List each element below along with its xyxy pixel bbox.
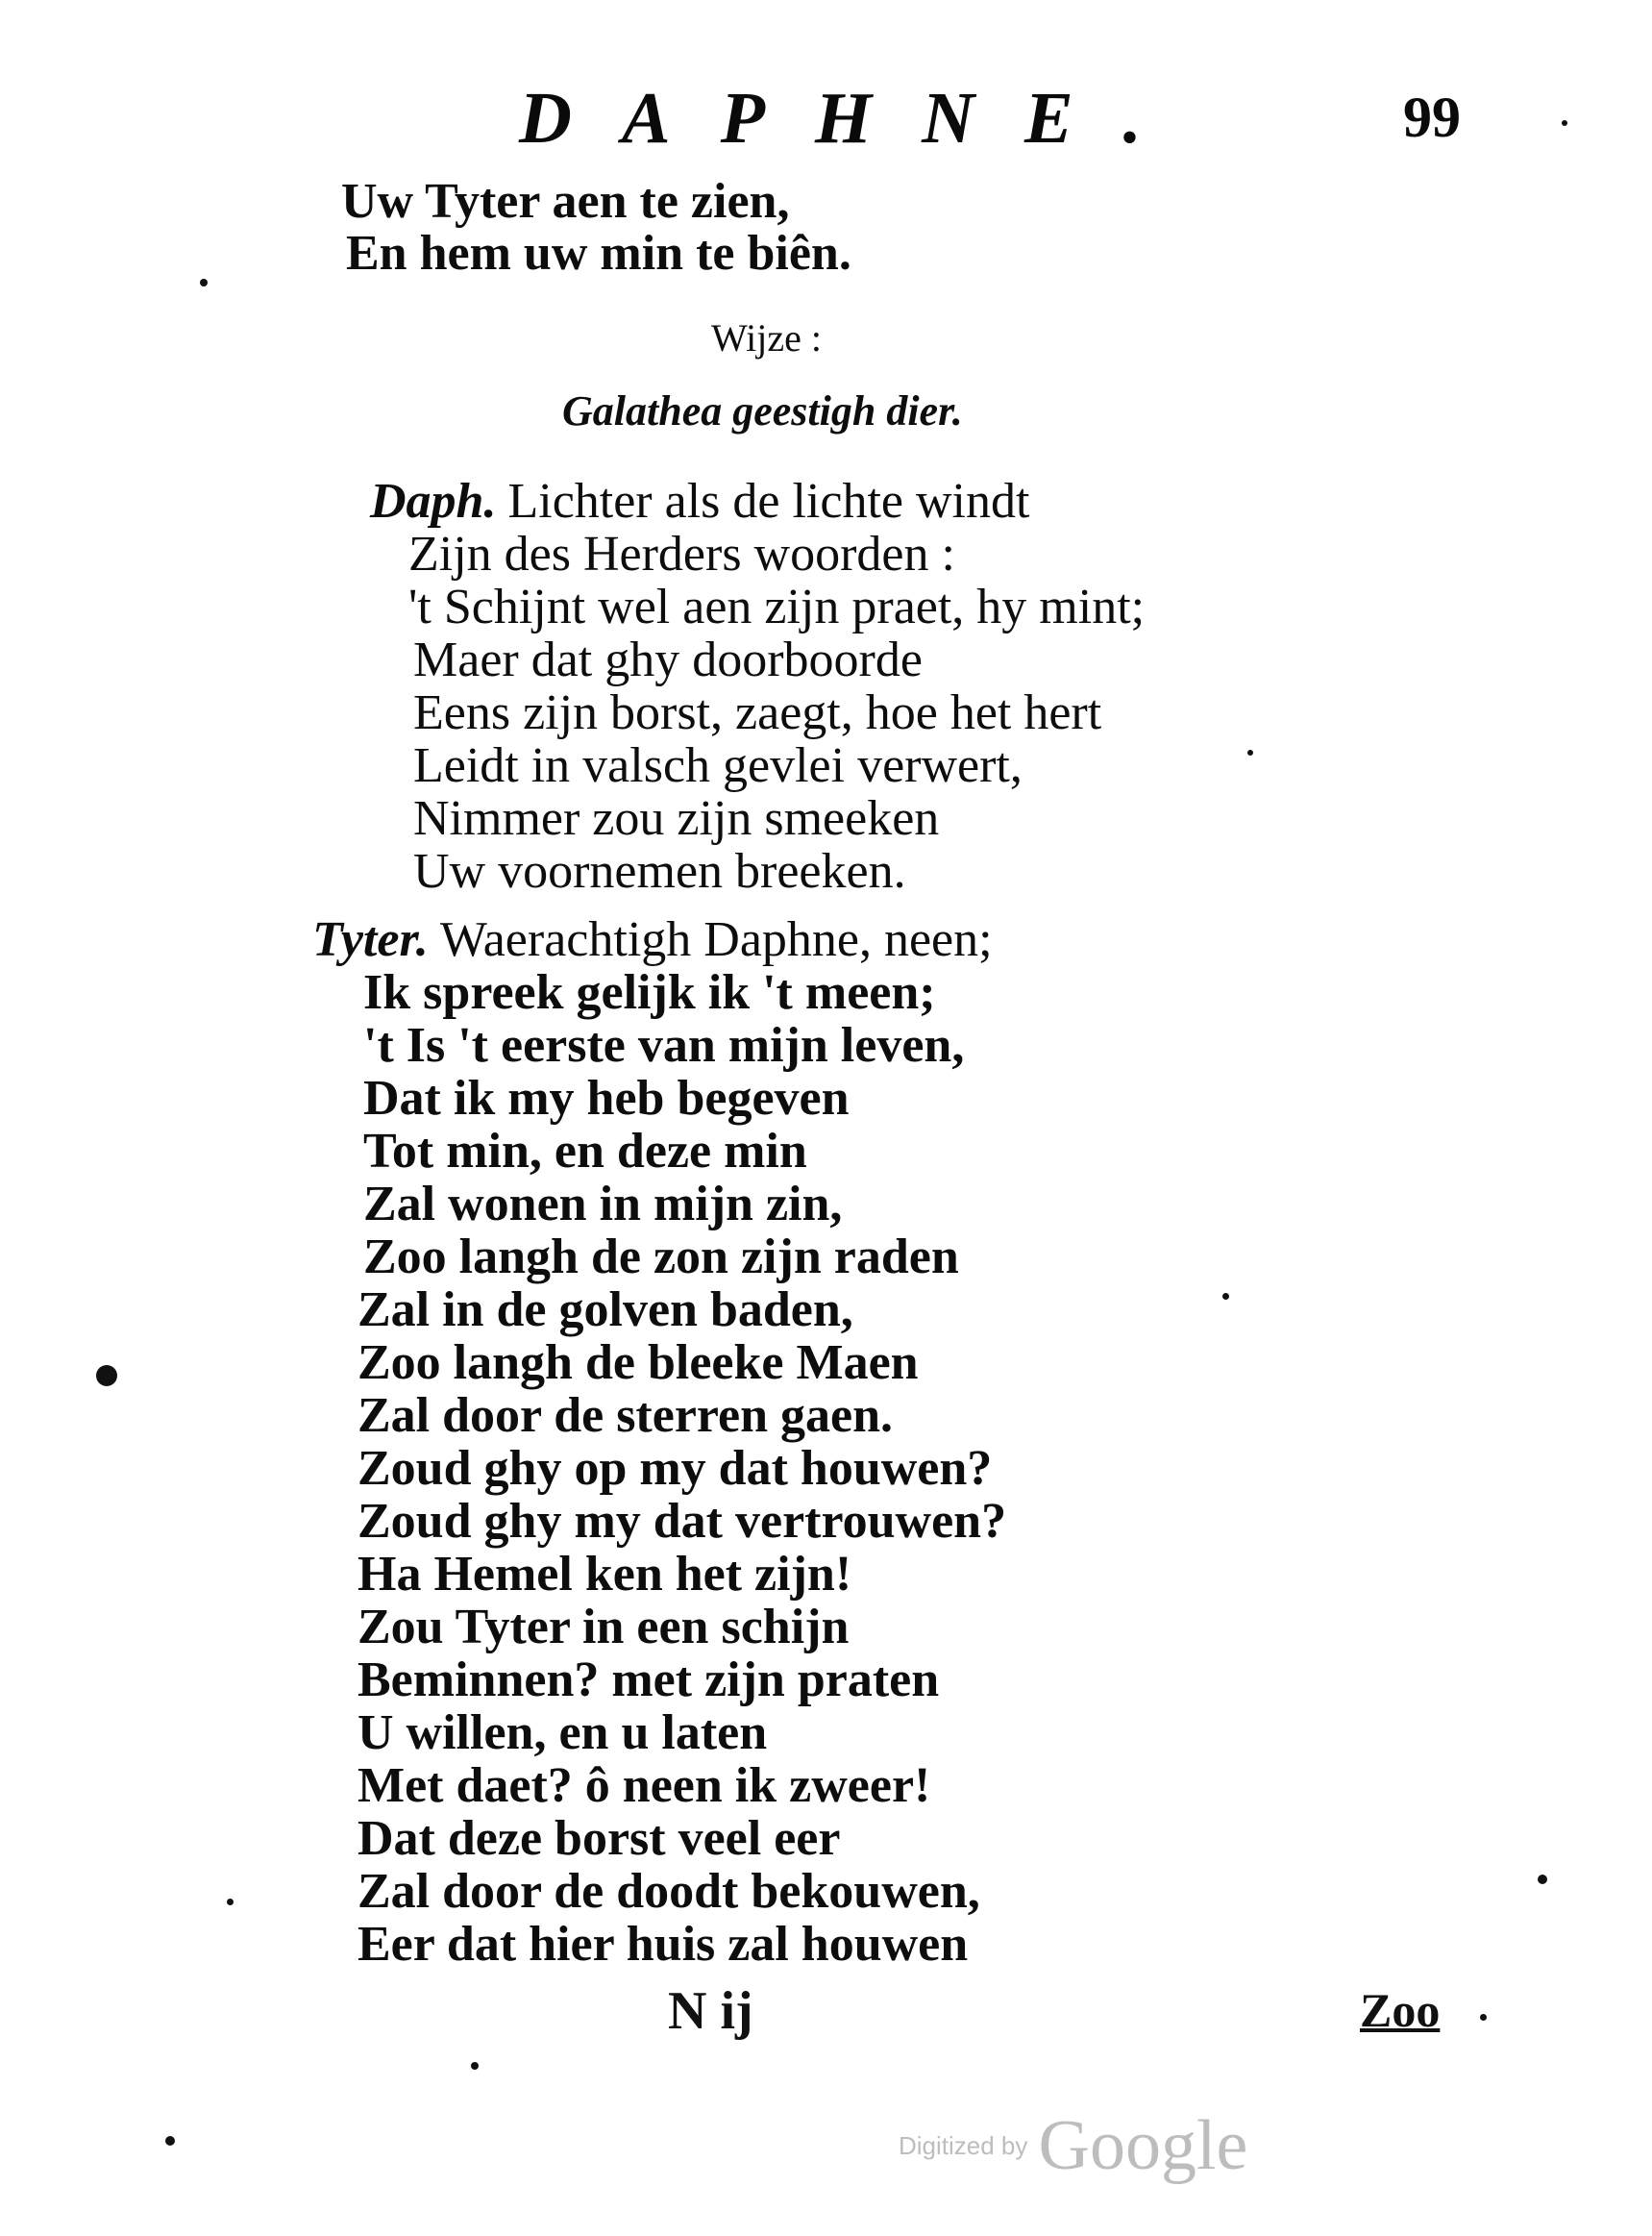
page-header <box>0 67 1652 159</box>
tune-name: Galathea geestigh dier. <box>562 387 963 435</box>
ink-speck <box>227 1899 234 1905</box>
page-number: 99 <box>1403 86 1461 149</box>
verse-line: Maer dat ghy doorboorde <box>413 633 923 687</box>
verse-line: Met daet? ô neen ik zweer! <box>358 1758 931 1813</box>
daphne-first-line <box>370 473 1029 530</box>
verse-line: Waerachtigh Daphne, neen; <box>439 912 993 967</box>
verse-line: Zal in de golven baden, <box>358 1282 853 1337</box>
opening-line-2: En hem uw min te biên. <box>346 226 851 281</box>
verse-line: Dat deze borst veel eer <box>358 1811 841 1866</box>
tune-label: Wijze : <box>711 316 822 360</box>
ink-speck <box>1247 750 1253 756</box>
tyter-first-line <box>312 911 993 968</box>
verse-line: Nimmer zou zijn smeeken <box>413 791 940 846</box>
verse-line: Ha Hemel ken het zijn! <box>358 1547 852 1602</box>
opening-line-1: Uw Tyter aen te zien, <box>341 174 790 229</box>
verse-line: Dat ik my heb begeven <box>363 1071 850 1126</box>
ink-speck <box>1562 120 1567 126</box>
verse-line: Zou Tyter in een schijn <box>358 1600 850 1654</box>
verse-line: Ik spreek gelijk ik 't meen; <box>363 965 936 1020</box>
ink-speck <box>200 279 208 286</box>
ink-speck <box>96 1365 117 1386</box>
verse-line: Zal door de sterren gaen. <box>358 1388 894 1443</box>
verse-line: Tot min, en deze min <box>363 1124 807 1179</box>
verse-line: Eens zijn borst, zaegt, hoe het hert <box>413 685 1102 740</box>
verse-line: 't Schijnt wel aen zijn praet, hy mint; <box>408 580 1146 634</box>
ink-speck <box>471 2062 479 2070</box>
ink-speck <box>1480 2014 1487 2021</box>
verse-line: Zal door de doodt bekouwen, <box>358 1864 980 1919</box>
digitized-watermark <box>899 2105 1247 2187</box>
verse-line: Zoud ghy my dat vertrouwen? <box>358 1494 1007 1549</box>
speaker-daphne: Daph. <box>370 474 497 529</box>
gathering-signature: N ij <box>668 1981 753 2041</box>
watermark-prefix: Digitized by <box>899 2131 1028 2160</box>
verse-line: Beminnen? met zijn praten <box>358 1652 940 1707</box>
verse-line: Zoo langh de bleeke Maen <box>358 1335 919 1390</box>
ink-speck <box>1222 1293 1229 1300</box>
verse-line: Zijn des Herders woorden : <box>408 527 955 582</box>
verse-line: Eer dat hier huis zal houwen <box>358 1917 969 1972</box>
verse-line: U willen, en u laten <box>358 1705 768 1760</box>
verse-line: Lichter als de lichte windt <box>507 474 1030 529</box>
speaker-tyter: Tyter. <box>312 912 429 967</box>
verse-line: Leidt in valsch gevlei verwert, <box>413 738 1023 793</box>
running-title: DAPHNE. <box>519 78 1192 159</box>
verse-line: Uw voornemen breeken. <box>413 844 906 899</box>
verse-line: 't Is 't eerste van mijn leven, <box>363 1018 965 1073</box>
ink-speck <box>165 2136 175 2146</box>
verse-line: Zoud ghy op my dat houwen? <box>358 1441 993 1496</box>
verse-line: Zal wonen in mijn zin, <box>363 1177 843 1231</box>
ink-speck <box>1538 1875 1547 1884</box>
catchword: Zoo <box>1360 1983 1441 2037</box>
verse-line: Zoo langh de zon zijn raden <box>363 1230 959 1284</box>
google-logo: Google <box>1038 2106 1248 2185</box>
